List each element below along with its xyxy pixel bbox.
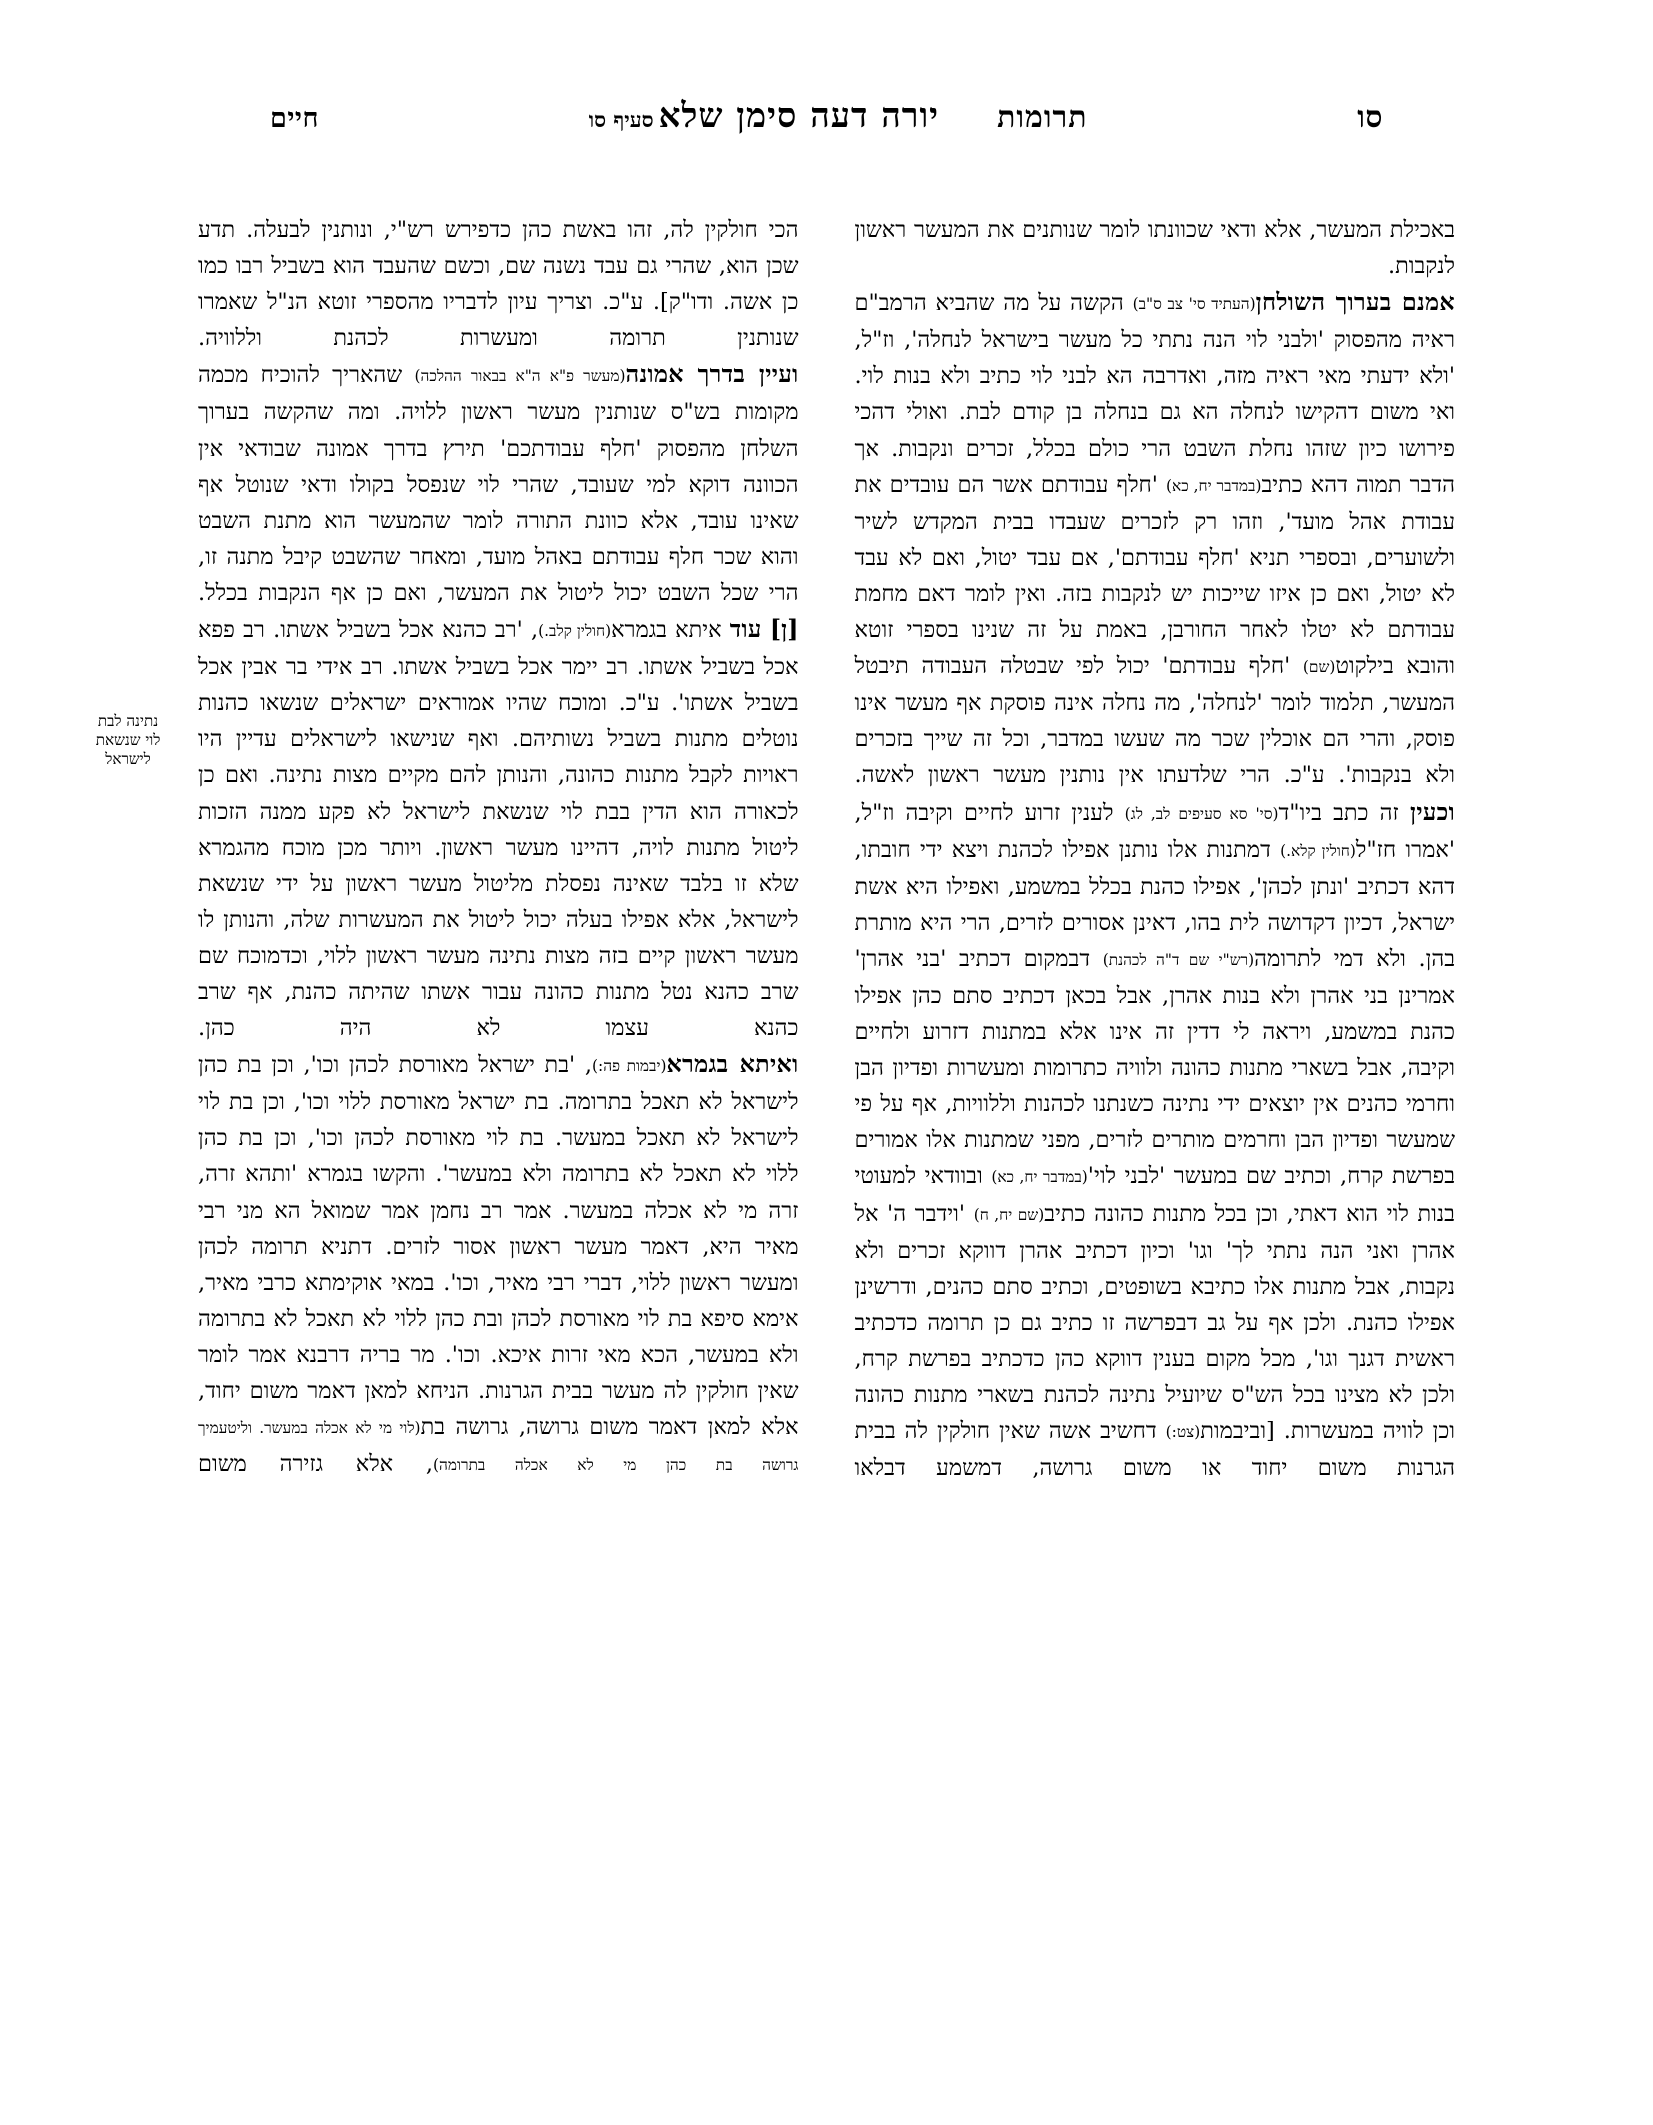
text-run: ובוודאי למעוטי בנות לוי הוא דאתי, וכן בכל מתנות כהונה כתיב xyxy=(854,1163,1455,1227)
source-citation: (צט:) xyxy=(1165,1423,1201,1442)
folio-number: סו xyxy=(1357,100,1383,135)
paragraph-right-3 xyxy=(855,794,1456,1487)
source-citation: (מעשר פ"א ה"א בבאור ההלכה) xyxy=(414,367,626,386)
body-columns xyxy=(95,212,1456,2065)
running-head-center xyxy=(589,96,1088,136)
paragraph-left-4 xyxy=(198,1046,799,1483)
text-run: , 'רב כהנא אכל בשביל אשתו. רב פפא אכל בשביל אשתו. רב יימר אכל בשביל אשתו. רב אידי בר אבין אכל בשביל אשתו'. ע"כ. ומוכח שהיו אמוראים ישראלים שנשאו כהנות נוטלים מתנות בשביל נשותיהם. ואף שנישאו לישראלים עדיין היו ראויות לקבל מתנות כהונה, והנותן להם מקיים מצות נתינה. ואם כן לכאורה הוא הדין בבת לוי שנשאת לישראל לא פקע ממנה הזכות ליטול מתנות לויה, דהיינו מעשר ראשון. ויותר מכן מוכח מהגמרא שלא זו בלבד שאינה נפסלת מליטול מעשר ראשון על ידי שנשאת לישראל, אלא אפילו בעלה יכול ליטול את המעשרות שלה, והנותן לו מעשר ראשון קיים בזה מצות נתינה מעשר ראשון ללוי, וכדמוכח שם שרב כהנא נטל מתנות כהונה עבור אשתו שהיתה כהנת, אף שרב כהנא עצמו לא היה כהן. xyxy=(198,617,799,1042)
text-run: זה כתב ביו"ד xyxy=(1278,799,1410,826)
running-head-seif: סעיף סו xyxy=(588,107,654,132)
running-head-tractate: תרומות xyxy=(997,100,1088,135)
text-run: דחשיב אשה שאין חולקין לה בבית הגרנות משום יחוד או משום גרושה, דמשמע דבלאו xyxy=(854,1418,1455,1482)
section-number: [ן] xyxy=(769,615,799,644)
source-citation: (במדבר יח, כא) xyxy=(1166,476,1262,495)
lead-word: ועיין בדרך אמונה xyxy=(625,360,799,389)
paragraph-left-3 xyxy=(198,611,799,1046)
text-run: איתא בגמרא xyxy=(611,617,730,644)
text-run: דבמקום דכתיב 'בני אהרן' אמרינן בני אהרן ולא בנות אהרן, אבל בכאן דכתיב סתם כהן אפילו כהנת במשמע, ויראה לי דדין זה אינו אלא במתנות דזרוע ולחיים וקיבה, אבל בשארי מתנות כהונה ולוויה כתרומות ומעשרות ופדיון הבן וחרמי כהנים אין יוצאים ידי נתינה כשנתנו לכהנות וללוויות, אף על פי שמעשר ופדיון הבן וחרמים מותרים לזרים, מפני שמתנות אלו אמורים בפרשת קרח, וכתיב שם במעשר 'לבני לוי' xyxy=(854,945,1455,1190)
text-run: , אלא גזירה משום xyxy=(198,1451,434,1478)
margin-gloss-line: לוי שנשאת xyxy=(95,731,161,749)
running-head xyxy=(270,96,1383,140)
source-citation: (יבמות פה:) xyxy=(592,1057,667,1076)
lead-word: וכעין xyxy=(1410,797,1455,826)
source-citation: (שם) xyxy=(1302,658,1336,677)
text-run: , 'בת ישראל מאורסת לכהן וכו', וכן בת כהן לישראל לא תאכל בתרומה. בת ישראל מאורסת ללוי וכו', וכן בת לוי לישראל לא תאכל במעשר. בת לוי מאורסת לכהן וכו', וכן בת כהן ללוי לא תאכל לא בתרומה ולא במעשר'. והקשו בגמרא 'ותהא זרה, זרה מי לא אכלה במעשר. אמר רב נחמן אמר שמואל הא מני רבי מאיר היא, דאמר מעשר ראשון אסור לזרים. דתניא תרומה לכהן ומעשר ראשון ללוי, דברי רבי מאיר, וכו'. במאי אוקימתא כרבי מאיר, אימא סיפא בת לוי מאורסת לכהן ובת כהן ללוי לא תאכל לא בתרומה ולא במעשר, הכא מאי זרות איכא. וכו'. מר בריה דרבנא אמר לומר שאין חולקין לה מעשר בבית הגרנות. הניחא למאן דאמר משום יחוד, אלא למאן דאמר משום גרושה, גרושה בת xyxy=(198,1052,799,1441)
source-citation: (רש"י שם ד"ה לכהנת) xyxy=(1102,950,1255,969)
text-run: לענין זרוע לחיים וקיבה וז"ל, 'אמרו חז"ל xyxy=(854,799,1455,863)
margin-gloss-note xyxy=(76,712,180,769)
text-run: הכי חולקין לה, זהו באשת כהן כדפירש רש"י, ונותנין לבעלה. תדע שכן הוא, שהרי גם עבד נשנה שם, וכשם שהעבד הוא בשביל רבו כמו כן אשה. ודו"ק]. ע"כ. וצריך עיון לדבריו מהספרי זוטא הנ"ל שאמרו שנותנין תרומה ומעשרות לכהנת וללוויה. xyxy=(198,217,799,352)
source-citation: (לוי מי לא אכלה במעשר. וליטעמיך גרושה בת כהן מי לא אכלה בתרומה) xyxy=(198,1419,799,1475)
text-run: דמתנות אלו נותנן אפילו לכהנת ויצא ידי חובתו, דהא דכתיב 'ונתן לכהן', אפילו כהנת בכלל במשמע, ואפילו היא אשת ישראל, דכיון דקדושה לית בהו, דאינן אסורים לזרים, הרי היא מותרת בהן. ולא דמי לתרומה xyxy=(854,836,1455,972)
lead-word: עוד xyxy=(729,615,762,644)
text-run: באכילת המעשר, אלא ודאי שכוונתו לומר שנותנים את המעשר ראשון לנקבות. xyxy=(854,217,1455,280)
lead-word: ואיתא בגמרא xyxy=(666,1050,799,1079)
source-citation: (חולין קלא.) xyxy=(1280,841,1356,860)
running-head-author: חיים xyxy=(270,103,319,134)
text-run: שהאריך להוכיח מכמה מקומות בש"ס שנותנין מעשר ראשון ללויה. ומה שהקשה בערוך השלחן מהפסוק 'חלף עבודתכם' תירץ בדרך אמונה שבודאי אין הכוונה דוקא למי שעובד, שהרי לוי שנפסל בקולו ודאי שנוטל אף שאינו עובד, אלא כוונת התורה לומר שהמעשר הוא מתנת השבט והוא שכר חלף עבודתם באהל מועד, ומאחר שהשבט קיבל מתנה זו, הרי שכל השבט יכול ליטול את המעשר, ואם כן אף הנקבות בכלל. xyxy=(198,362,799,606)
paragraph-right-1 xyxy=(855,212,1456,284)
text-run: 'חלף עבודתם אשר הם עובדים את עבודת אהל מועד', וזהו רק לזכרים שעבדו בבית המקדש לשיר ולשוערים, ובספרי תניא 'חלף עבודתם', אם עבד יטול, ואם לא עבד לא יטול, ואם כן איזו שייכות יש לנקבות בזה. ואין לומר דאם מחמת עבודתם לא יטלו לאחר החורבן, באמת על זה שנינו בספרי זוטא והובא בילקוט xyxy=(854,471,1455,680)
source-citation: (העתיד סי' צב ס"ב) xyxy=(1132,295,1256,314)
source-citation: (במדבר יח, כא) xyxy=(991,1168,1088,1187)
source-citation: (חולין קלב.) xyxy=(538,622,612,641)
paragraph-left-1 xyxy=(198,212,799,356)
running-head-title: יורה דעה סימן שלא xyxy=(658,96,940,136)
text-run: 'וידבר ה' אל אהרן ואני הנה נתתי לך' וגו' וכיון דכתיב אהרן דווקא זכרים ולא נקבות, אבל מתנות אלו כתיבא בשופטים, וכתיב סתם כהנים, ודרשינן אפילו כהנת. ולכן אף על גב דבפרשה זו כתיב גם כן תרומה כדכתיב ראשית דגנך וגו', מכל מקום בענין דווקא כהן כדכתיב בפרשת קרח, ולכן לא מצינו בכל הש"ס שיועיל נתינה לכהנת בשארי מתנות כהונה וכן לוויה במעשרות. [וביבמות xyxy=(854,1200,1455,1445)
column-left xyxy=(95,212,799,2065)
column-right xyxy=(855,212,1456,2065)
source-citation: (שם יח, ח) xyxy=(973,1205,1045,1224)
lead-word: אמנם בערוך השולחן xyxy=(1255,288,1455,317)
margin-gloss-line: לישראל xyxy=(105,750,151,768)
running-head-title-group xyxy=(589,96,939,136)
margin-gloss-line: נתינה לבת xyxy=(97,712,159,730)
paragraph-right-2 xyxy=(855,284,1456,793)
source-citation: (סי' סא סעיפים לב, לג) xyxy=(1124,804,1279,823)
text-run: 'חלף עבודתם' יכול לפי שבטלה העבודה תיבטל המעשר, תלמוד לומר 'לנחלה', מה נחלה אינה פוסקת אף מעשר אינו פוסק, והרי הם אוכלין שכר מה שעשו במדבר, וכל זה שייך בזכרים ולא בנקבות'. ע"כ. הרי שלדעתו אין נותנין מעשר ראשון לאשה. xyxy=(854,653,1455,789)
text-run: הקשה על מה שהביא הרמב"ם ראיה מהפסוק 'ולבני לוי הנה נתתי כל מעשר בישראל לנחלה', וז"ל, 'ולא ידעתי מאי ראיה מזה, ואדרבה הא לבני לוי כתיב ולא בנות לוי. ואי משום דהקישו לנחלה הא גם בנחלה בן קודם לבת. ואולי דהכי פירושו כיון שזהו נחלת השבט הרי כולם בכלל, זכרים ונקבות. אך הדבר תמוה דהא כתיב xyxy=(854,290,1456,498)
paragraph-left-2 xyxy=(198,356,799,611)
